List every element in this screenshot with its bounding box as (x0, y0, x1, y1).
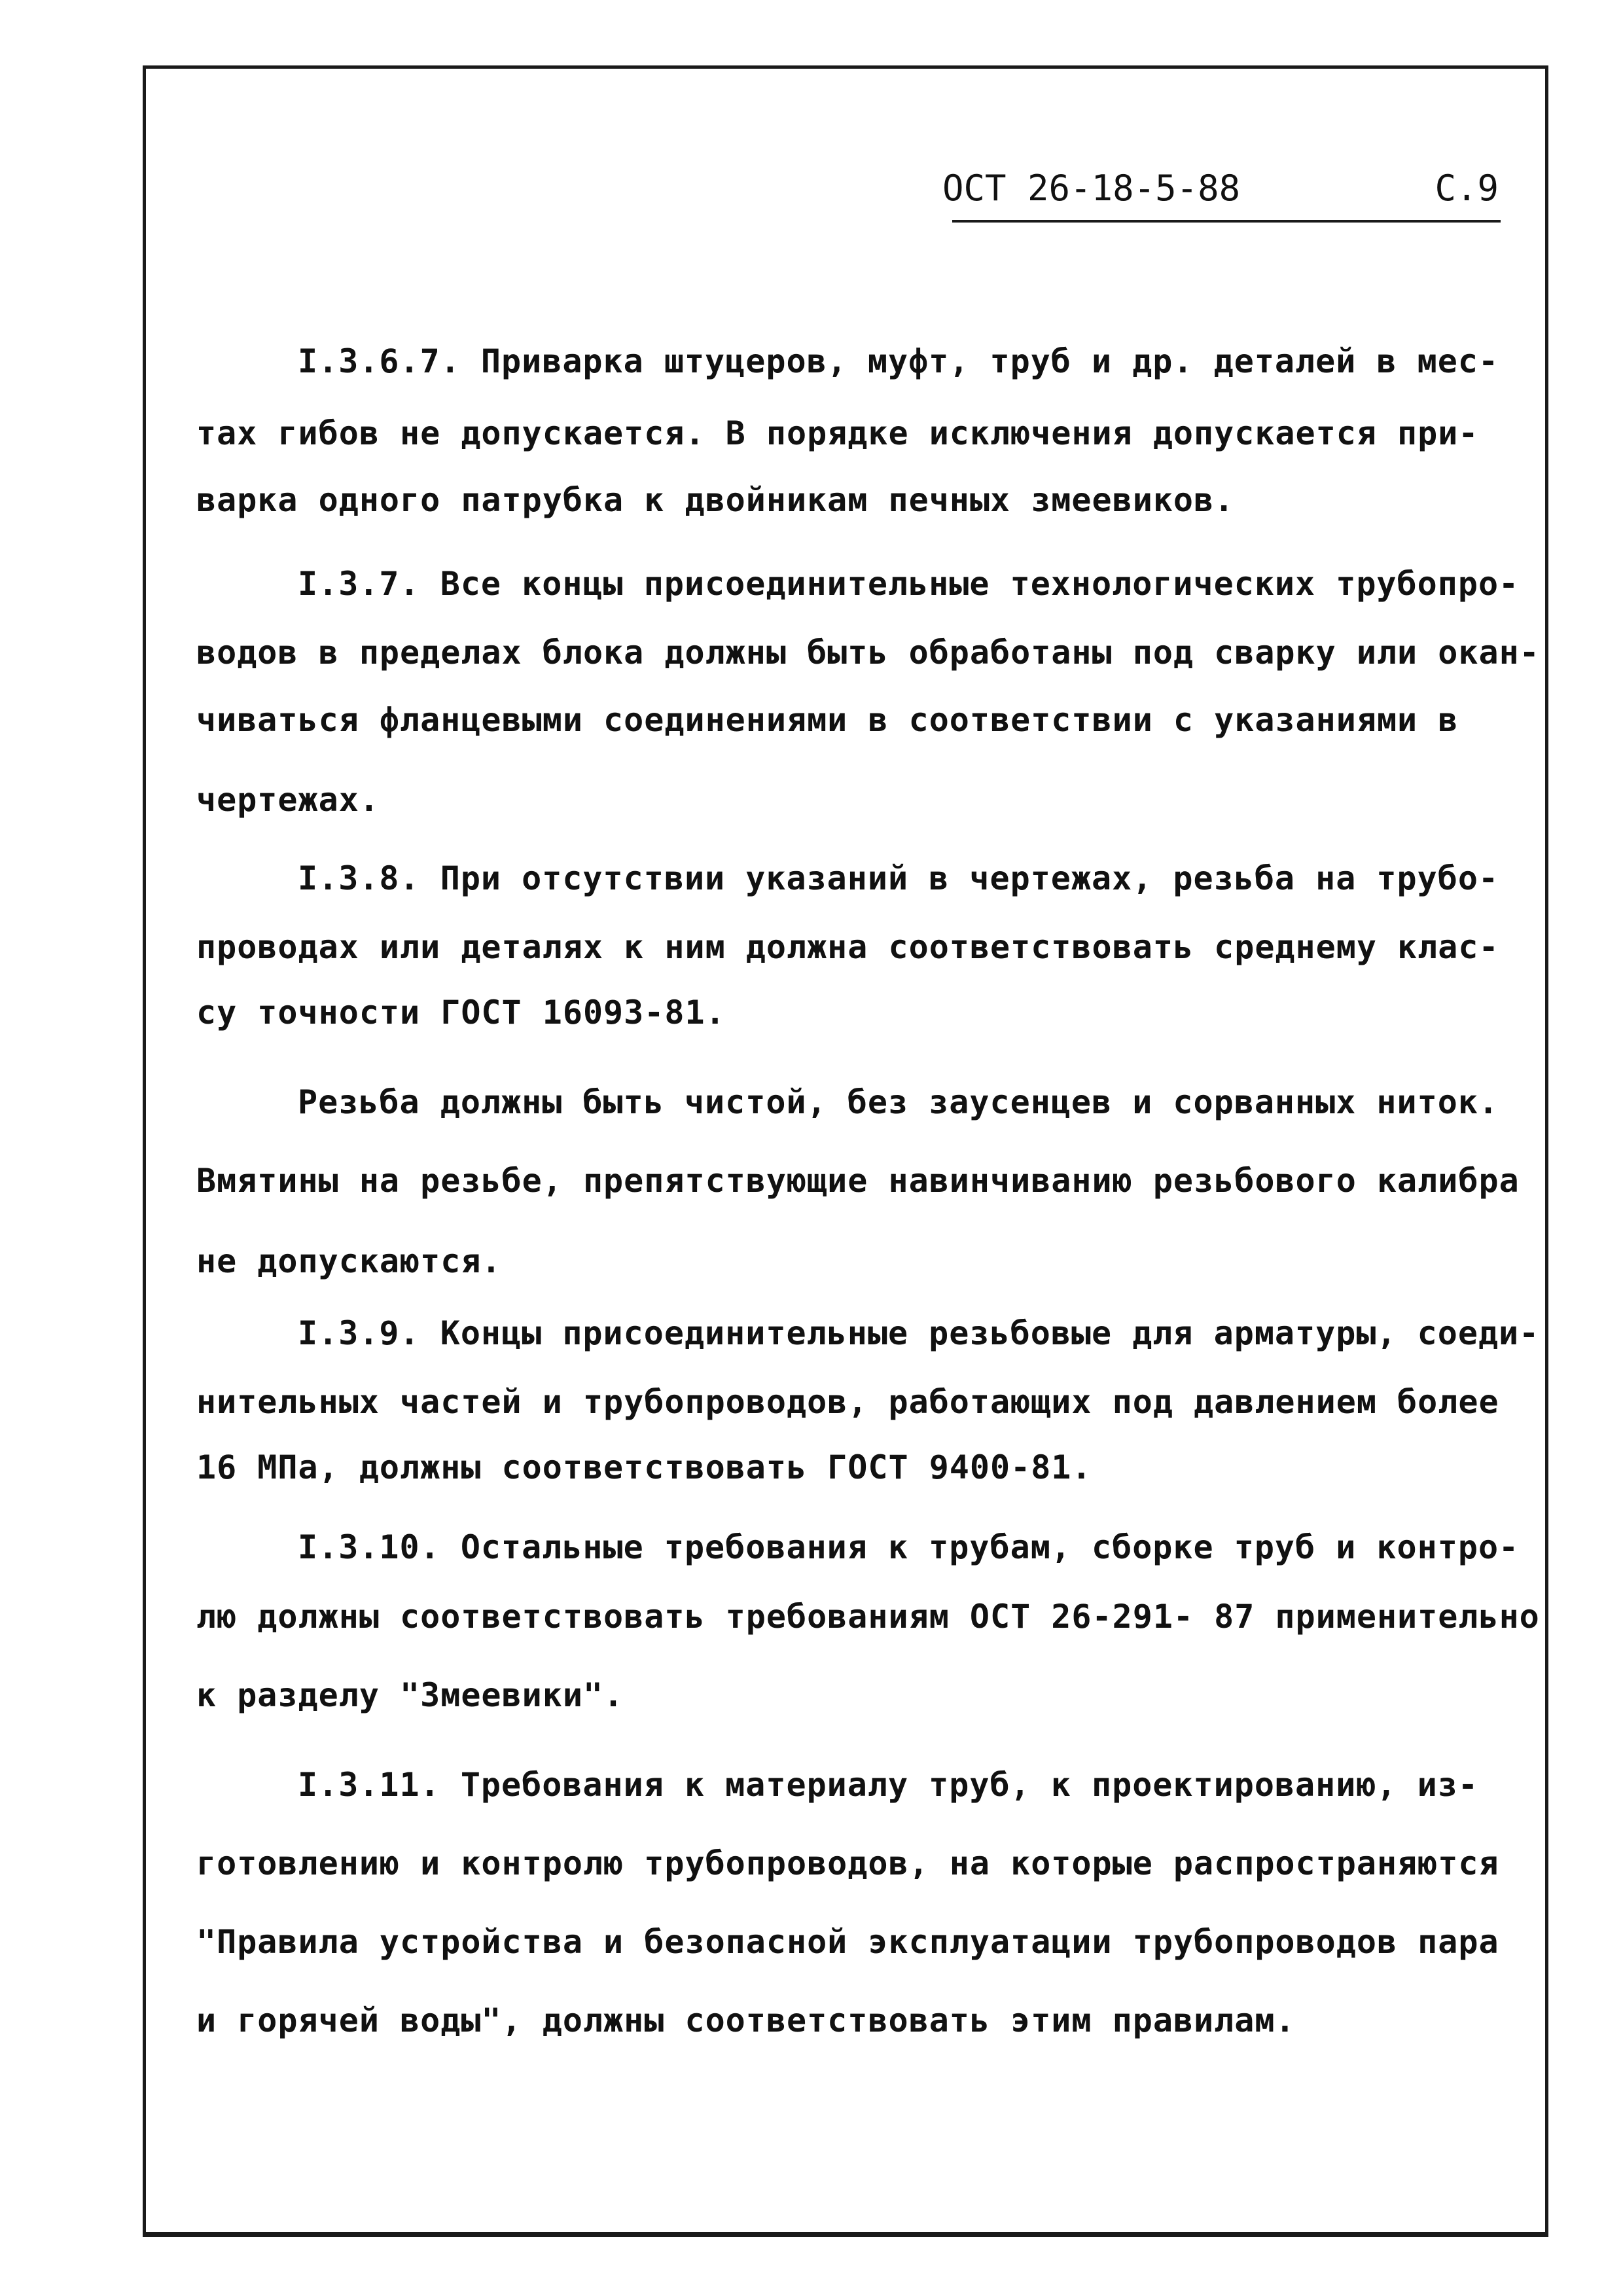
paragraph-1-3-8-line: I.3.8. При отсутствии указаний в чертежах, резьба на трубо- (298, 859, 1499, 897)
paragraph-1-3-11-line: готовлению и контролю трубопроводов, на которые распространяются (196, 1844, 1499, 1882)
document-code: ОСТ 26-18-5-88 (942, 168, 1241, 209)
page-border (143, 65, 1548, 2237)
paragraph-1-3-11-line: и горячей воды", должны соответствовать этим правилам. (196, 2001, 1296, 2039)
paragraph-1-3-7-line: чиваться фланцевыми соединениями в соответствии с указаниями в (196, 701, 1459, 739)
paragraph-1-3-9-line: 16 МПа, должны соответствовать ГОСТ 9400-81. (196, 1448, 1092, 1486)
page-number: С.9 (1435, 168, 1499, 209)
paragraph-1-3-7-line: чертежах. (196, 781, 380, 819)
paragraph-1-3-8-line: су точности ГОСТ 16093-81. (196, 994, 726, 1031)
paragraph-1-3-9-line: нительных частей и трубопроводов, работающих под давлением более (196, 1383, 1499, 1421)
page-header (942, 162, 1499, 215)
paragraph-1-3-9-line: I.3.9. Концы присоединительные резьбовые для арматуры, соеди- (298, 1314, 1540, 1352)
header-underline (952, 220, 1501, 223)
paragraph-1-3-6-7-line: тах гибов не допускается. В порядке исключения допускается при- (196, 414, 1479, 452)
paragraph-thread-line: не допускаются. (196, 1242, 502, 1280)
paragraph-1-3-7-line: I.3.7. Все концы присоединительные технологических трубопро- (298, 565, 1520, 603)
paragraph-1-3-7-line: водов в пределах блока должны быть обработаны под сварку или окан- (196, 634, 1540, 672)
paragraph-1-3-10-line: к разделу "Змеевики". (196, 1676, 624, 1714)
paragraph-1-3-10-line: лю должны соответствовать требованиям ОСТ 26-291- 87 применительно (196, 1598, 1540, 1636)
paragraph-1-3-8-line: проводах или деталях к ним должна соответствовать среднему клас- (196, 928, 1499, 966)
paragraph-1-3-6-7-line: I.3.6.7. Приварка штуцеров, муфт, труб и др. деталей в мес- (298, 342, 1499, 380)
paragraph-1-3-11-line: I.3.11. Требования к материалу труб, к проектированию, из- (298, 1766, 1478, 1804)
paragraph-1-3-10-line: I.3.10. Остальные требования к трубам, сборке труб и контро- (298, 1528, 1520, 1566)
paragraph-1-3-11-line: "Правила устройства и безопасной эксплуатации трубопроводов пара (196, 1923, 1499, 1961)
paragraph-thread-line: Вмятины на резьбе, препятствующие навинчиванию резьбового калибра (196, 1162, 1520, 1200)
paragraph-1-3-6-7-line: варка одного патрубка к двойникам печных змеевиков. (196, 481, 1235, 519)
paragraph-thread-line: Резьба должны быть чистой, без заусенцев и сорванных ниток. (298, 1083, 1499, 1121)
